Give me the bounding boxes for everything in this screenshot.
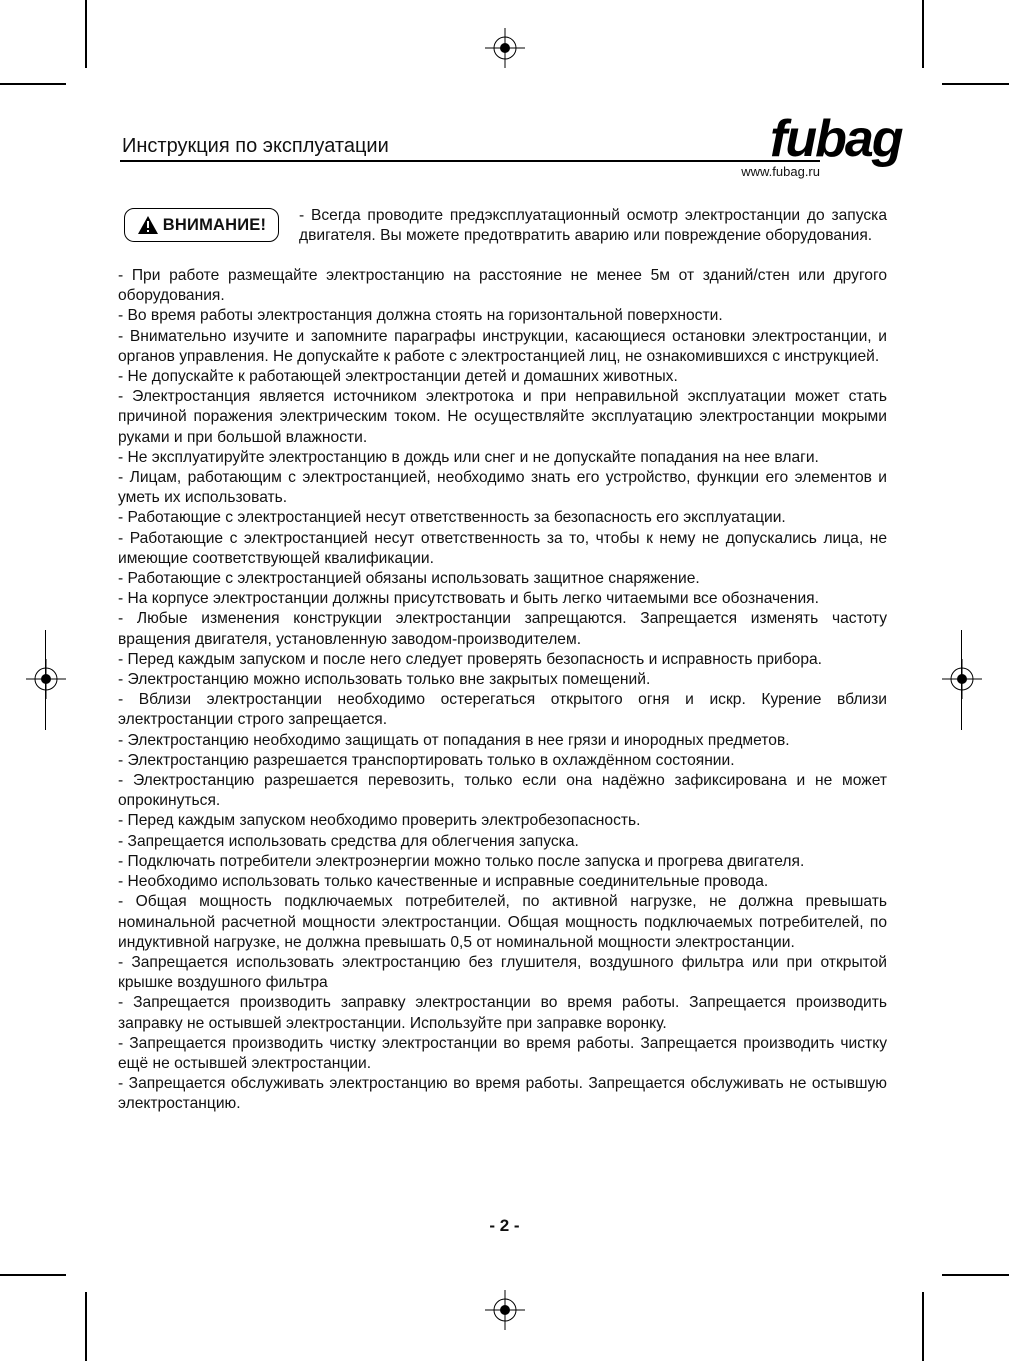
registration-mark-top — [485, 28, 525, 68]
warning-badge — [124, 208, 279, 242]
logo-text: fubag — [770, 110, 902, 168]
instruction-item: - Работающие с электростанцией несут ответственность за безопасность его эксплуатации. — [118, 509, 786, 527]
crop-mark-top-right-horizontal — [942, 83, 1009, 85]
instruction-item: - Электростанцию разрешается перевозить, только если она надёжно зафиксирована и не может опрокинуться. — [118, 772, 887, 810]
website-url: www.fubag.ru — [741, 164, 820, 179]
instruction-item: - Перед каждым запуском необходимо проверить электробезопасность. — [118, 812, 641, 830]
crop-mark-top-left-vertical — [85, 0, 87, 68]
instruction-item: - На корпусе электростанции должны присутствовать и быть легко читаемыми все обозначения. — [118, 590, 819, 608]
instructions-body — [118, 266, 887, 1115]
warning-badge-label: ВНИМАНИЕ! — [162, 215, 267, 234]
instruction-item: - Работающие с электростанцией обязаны использовать защитное снаряжение. — [118, 570, 700, 588]
instruction-item: - Запрещается использовать средства для облегчения запуска. — [118, 832, 579, 850]
instruction-item: - Запрещается производить чистку электростанции во время работы. Запрещается производить чистку ещё не остывшей электростанции. — [118, 1034, 887, 1072]
page-title: Инструкция по эксплуатации — [122, 135, 389, 157]
crop-mark-bottom-right-horizontal — [942, 1274, 1009, 1276]
crop-mark-top-left-horizontal — [0, 83, 66, 85]
instruction-item: - Не эксплуатируйте электростанцию в дождь или снег и не допускайте попадания на нее влаги. — [118, 448, 819, 466]
instruction-item: - Запрещается производить заправку электростанции во время работы. Запрещается производить заправку не остывшей электростанции. Используйте при заправке воронку. — [118, 994, 887, 1032]
instruction-item: - Не допускайте к работающей электростанции детей и домашних животных. — [118, 368, 678, 386]
instruction-item: - Запрещается обслуживать электростанцию во время работы. Запрещается обслуживать не остывшую электростанцию. — [118, 1075, 887, 1113]
instruction-item: - Электростанцию разрешается транспортировать только в охлаждённом состоянии. — [118, 751, 735, 769]
instruction-item: - Любые изменения конструкции электростанции запрещаются. Запрещается изменять частоту вращения двигателя, установленную заводом-производителем. — [118, 610, 887, 648]
instruction-item: - Внимательно изучите и запомните параграфы инструкции, касающиеся остановки электростанции, и органов управления. Не допускайте к работе с электростанцией лиц, не ознакомившихся с инструкцией. — [118, 327, 887, 365]
fubag-logo — [766, 100, 902, 170]
instruction-item: - Во время работы электростанция должна стоять на горизонтальной поверхности. — [118, 307, 723, 325]
instruction-item: - Запрещается использовать электростанцию без глушителя, воздушного фильтра или при открытой крышке воздушного фильтра — [118, 953, 887, 992]
instruction-item: - Электростанцию можно использовать только вне закрытых помещений. — [118, 671, 651, 689]
instruction-item: - Общая мощность подключаемых потребителей, по активной нагрузке, не должна превышать номинальной расчетной мощности электростанции. Общая мощность подключаемых потребителей, по индуктивной нагрузке, не должна превышать 0,5 от номинальной мощности электростанции. — [118, 893, 887, 951]
crop-mark-bottom-right-vertical — [922, 1292, 924, 1361]
registration-mark-right — [942, 659, 982, 699]
instruction-item: - Электростанцию необходимо защищать от попадания в нее грязи и инородных предметов. — [118, 731, 790, 749]
instruction-item: - Подключать потребители электроэнергии можно только после запуска и прогрева двигателя. — [118, 852, 805, 870]
instruction-item: - Вблизи электростанции необходимо остерегаться открытого огня и искр. Курение вблизи электростанции строго запрещается. — [118, 691, 887, 729]
registration-line-left — [45, 630, 46, 730]
warning-text: - Всегда проводите предэксплуатационный осмотр электростанции до запуска двигателя. Вы можете предотвратить аварию или повреждение оборудования. — [299, 207, 887, 244]
instruction-item: - Перед каждым запуском и после него следует проверять безопасность и исправность прибора. — [118, 650, 822, 668]
crop-mark-bottom-left-horizontal — [0, 1274, 66, 1276]
registration-line-right — [961, 630, 962, 730]
instruction-item: - При работе размещайте электростанцию на расстояние не менее 5м от зданий/стен или другого оборудования. — [118, 267, 887, 305]
instruction-item: - Необходимо использовать только качественные и исправные соединительные провода. — [118, 873, 769, 891]
page-number: - 2 - — [489, 1216, 520, 1235]
crop-mark-bottom-left-vertical — [85, 1292, 87, 1361]
instruction-item: - Работающие с электростанцией несут ответственность за то, чтобы к нему не допускались лица, не имеющие соответствующей квалификации. — [118, 529, 887, 567]
crop-mark-top-right-vertical — [922, 0, 924, 68]
registration-mark-left — [26, 659, 66, 699]
registration-mark-bottom — [485, 1290, 525, 1330]
warning-triangle-icon — [137, 215, 159, 235]
header-divider — [120, 160, 820, 162]
instruction-item: - Электростанция является источником электротока и при неправильной эксплуатации может стать причиной поражения электрическим током. Не осуществляйте эксплуатацию электростанции мокрыми руками и при большой влажности. — [118, 388, 887, 446]
instruction-item: - Лицам, работающим с электростанцией, необходимо знать его устройство, функции его элементов и уметь их использовать. — [118, 469, 887, 507]
